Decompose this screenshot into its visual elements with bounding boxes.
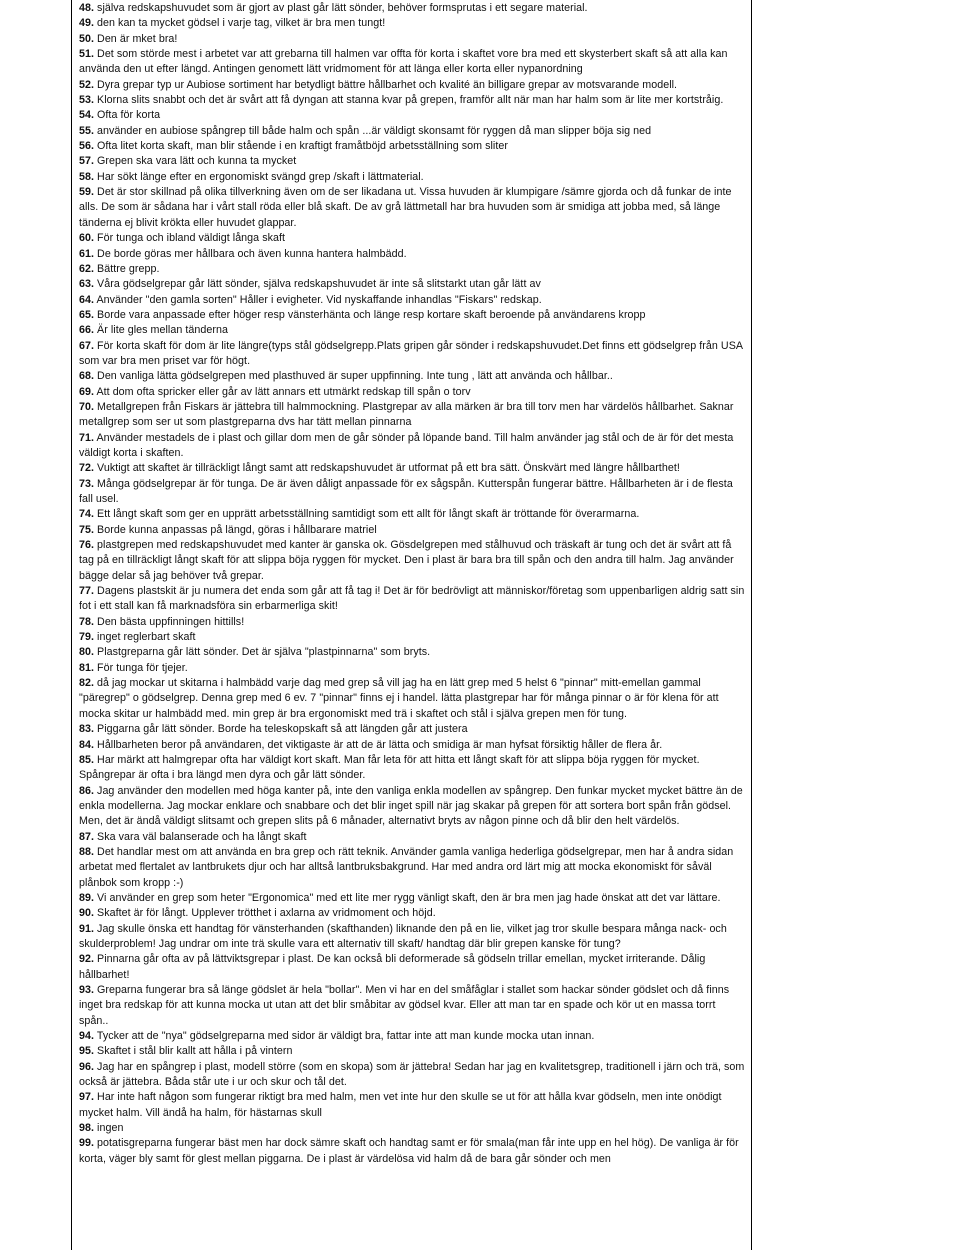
answer-number: 71.: [79, 431, 95, 444]
answer-number: 48.: [79, 2, 95, 14]
answer-text: Pinnarna går ofta av på lättviktsgrepar i plast. De kan också bli deformerade så gödseln trillar emellan, mycket irriterande. Dålig hållbarhet!: [79, 953, 706, 981]
answer-text: Tycker att de "nya" gödselgreparna med sidor är väldigt bra, fattar inte att man kunde mocka utan innan.: [96, 1030, 595, 1043]
answer-number: 89.: [79, 891, 95, 904]
answer-number: 61.: [79, 247, 95, 260]
answer-item: [79, 661, 747, 676]
answer-item: [79, 891, 747, 906]
answer-item: [79, 369, 747, 384]
answer-number: 81.: [79, 661, 95, 674]
answer-text: den kan ta mycket gödsel i varje tag, vilket är bra men tungt!: [97, 17, 386, 30]
answer-text: potatisgreparna fungerar bäst men har dock sämre skaft och handtag samt er för smala(man får inte upp en hel hög). De vanliga är för korta, väger bly samt för glest mellan piggarna. De i plast är värdelösa vid halm då de bara går sönder och men: [79, 1137, 739, 1165]
answer-text: För korta skaft för dom är lite längre(typs stål gödselgrepp.Plats gripen går sönder i redskapshuvudet.Det finns ett gödselgrep från USA som var bra men priset var för högt.: [79, 339, 743, 367]
answer-text: Borde kunna anpassas på längd, göras i hållbarare matriel: [97, 523, 377, 536]
answer-number: 80.: [79, 646, 95, 659]
answer-number: 78.: [79, 615, 95, 628]
answer-number: 69.: [79, 385, 95, 398]
answer-text: Skaftet är för långt. Upplever trötthet i axlarna av vridmoment och höjd.: [97, 907, 436, 920]
answer-item: [79, 784, 747, 830]
answer-text: De borde göras mer hållbara och även kunna hantera halmbädd.: [97, 247, 407, 260]
answer-text: Ofta litet korta skaft, man blir stående i en kraftigt framåtböjd arbetsställning som sliter: [97, 140, 508, 153]
answer-text: Ska vara väl balanserade och ha långt skaft: [97, 830, 307, 843]
answer-item: [79, 461, 747, 476]
answer-text: Den vanliga lätta gödselgrepen med plasthuved är super uppfinning. Inte tung , lätt att använda och hållbar..: [97, 370, 613, 383]
answer-number: 57.: [79, 155, 95, 168]
answer-text: Borde vara anpassade efter höger resp vänsterhänta och länge resp kortare skaft beroende på användarens kropp: [97, 308, 646, 321]
answer-text: själva redskapshuvudet som är gjort av plast går lätt sönder, behöver formsprutas i ett segare material.: [97, 2, 588, 14]
right-margin-rule: [751, 0, 752, 1250]
answer-item: [79, 1029, 747, 1044]
answer-item: [79, 922, 747, 953]
answer-number: 88.: [79, 845, 95, 858]
answer-list: [79, 1, 747, 1167]
answer-number: 59.: [79, 186, 95, 199]
answer-number: 63.: [79, 278, 95, 291]
answer-number: 56.: [79, 140, 95, 153]
answer-item: [79, 385, 747, 400]
answer-number: 49.: [79, 17, 95, 30]
answer-item: [79, 952, 747, 983]
answer-item: [79, 538, 747, 584]
answer-number: 85.: [79, 753, 95, 766]
answer-item: [79, 170, 747, 185]
answer-number: 64.: [79, 293, 95, 306]
answer-number: 51.: [79, 48, 95, 61]
answer-text: Grepen ska vara lätt och kunna ta mycket: [97, 155, 297, 168]
answer-item: [79, 477, 747, 508]
answer-item: [79, 615, 747, 630]
answer-text: Jag använder den modellen med höga kanter på, inte den vanliga enkla modellen av spångrep. Den funkar mycket mycket bättre än de enkla modellerna. Jag mockar enklare och snabbare och det blir inget spill när jag skakar på grepen för att sortera bort spån från gödsel. Men, det är ändå väldigt slitsamt och grepen slits på 6 månader, alternativt bryts av någon pinne och då blir den helt värdelös.: [79, 784, 743, 828]
answer-item: [79, 277, 747, 292]
answer-text: Skaftet i stål blir kallt att hålla i på vintern: [97, 1045, 293, 1058]
answer-text: Det handlar mest om att använda en bra grep och rätt teknik. Använder gamla vanliga hederliga gödselgrepar, men har å andra sidan arbetat med flertalet av lantbrukets djur och har alltså lantbruksbakgrund. Har med andra ord lärt mig att mocka ekonomiskt för såväl plånbok som kropp :-): [79, 845, 734, 889]
answer-item: [79, 630, 747, 645]
answer-number: 94.: [79, 1030, 95, 1043]
answer-text: Bättre grepp.: [97, 262, 160, 275]
answer-item: [79, 308, 747, 323]
answer-number: 70.: [79, 400, 95, 413]
answer-number: 91.: [79, 922, 95, 935]
answer-item: [79, 738, 747, 753]
answer-number: 98.: [79, 1122, 95, 1135]
answer-text: Hållbarheten beror på användaren, det viktigaste är att de är lätta och smidiga är man hyfsat försiktig håller de flera år.: [97, 738, 663, 751]
answer-item: [79, 722, 747, 737]
answer-number: 62.: [79, 262, 95, 275]
answer-text: Ett långt skaft som ger en upprätt arbetsställning samtidigt som ett allt för långt skaft är tröttande för överarmarna.: [97, 508, 640, 521]
answer-text: För tunga för tjejer.: [97, 661, 188, 674]
answer-text: För tunga och ibland väldigt långa skaft: [97, 232, 286, 245]
answer-text: plastgrepen med redskapshuvudet med kanter är ganska ok. Gösdelgrepen med stålhuvud och träskaft är tung och det är svårt att få tag på en tillräckligt långt skaft för att slippa böja ryggen för mycket. Den i plast är bara bra till spån och den andra till halm. Jag använder bägge delar så jag behöver två grepar.: [79, 539, 734, 582]
answer-number: 66.: [79, 324, 95, 337]
answer-text: använder en aubiose spångrep till både halm och spån ...är väldigt skonsamt för ryggen då man slipper böja sig ned: [97, 124, 652, 137]
answer-item: [79, 339, 747, 370]
answer-text: Ofta för korta: [97, 109, 161, 122]
answer-item: [79, 78, 747, 93]
answer-number: 96.: [79, 1060, 95, 1073]
answer-item: [79, 323, 747, 338]
answer-text: Klorna slits snabbt och det är svårt att få dyngan att stanna kvar på grepen, framför allt när man har halm som är lite mer kortstråig.: [97, 94, 724, 107]
answer-item: [79, 1121, 747, 1136]
answer-number: 75.: [79, 523, 95, 536]
answer-item: [79, 645, 747, 660]
answer-item: [79, 16, 747, 31]
answer-text: Vuktigt att skaftet är tillräckligt långt samt att redskapshuvudet är utformat på ett bra sätt. Önskvärt med längre hållbarthet!: [97, 462, 680, 475]
answer-number: 86.: [79, 784, 95, 797]
answer-number: 65.: [79, 308, 95, 321]
answer-item: [79, 845, 747, 891]
answer-text: Många gödselgrepar är för tunga. De är även dåligt anpassade för ex sågspån. Kutterspån fungerar bättre. Hållbarheten är i de flesta fall usel.: [79, 477, 733, 505]
answer-text: Har märkt att halmgrepar ofta har väldigt kort skaft. Man får leta för att hitta ett långt skaft för att slippa böja ryggen för mycket. Spångrepar är ofta i bra längd men dyra och går lätt sönder.: [79, 753, 700, 782]
answer-item: [79, 32, 747, 47]
answer-item: [79, 231, 747, 246]
answer-number: 82.: [79, 677, 95, 690]
answer-item: [79, 124, 747, 139]
answer-text: då jag mockar ut skitarna i halmbädd varje dag med grep så vill jag ha en lätt grep med 5 helst 6 "pinnar" mitt-emellan gammal "päregrep" o gödselgrep. Denna grep med 6 ev. 7 "pinnar" finns ej i handel. lätta plastgrepar har för många pinnar o är för klena för att mocka skitar ur halmbädd med. min grep är bra ergonomiskt med trä i skaftet och stål i själva grepen men för tung.: [79, 677, 719, 720]
answer-item: [79, 1136, 747, 1167]
answer-item: [79, 185, 747, 231]
answer-number: 58.: [79, 170, 95, 183]
answer-number: 87.: [79, 830, 95, 843]
answer-item: [79, 1044, 747, 1059]
answer-item: [79, 154, 747, 169]
answer-text: Dyra grepar typ ur Aubiose sortiment har betydligt bättre hållbarhet och kvalité än billigare grepar av motsvarande modell.: [97, 78, 678, 91]
answer-text: Metallgrepen från Fiskars är jättebra till halmmockning. Plastgrepar av alla märken är bra till torv men har värdelös hållbarhet. Saknar metallgrep som ser ut som plastgreparna dvs har tätt mellan pinnarna: [79, 400, 734, 429]
answer-text: Är lite gles mellan tänderna: [97, 324, 228, 337]
answer-item: [79, 753, 747, 784]
answer-text: Att dom ofta spricker eller går av lätt annars ett utmärkt redskap till spån o torv: [96, 385, 471, 398]
answer-text: Det är stor skillnad på olika tillverkning även om de ser likadana ut. Vissa huvuden är klumpigare /sämre gjorda och då funkar de inte alls. De som är sådana har i vårt stall röda eller blå skaft. De av grå lättmetall har bra huvuden som är smidiga att jobba med, så länge tänderna ej blivit krökta eller huvudet glappar.: [79, 186, 732, 229]
answer-item: [79, 830, 747, 845]
answer-text: ingen: [97, 1122, 124, 1135]
left-margin-rule: [71, 0, 72, 1250]
answer-item: [79, 1, 747, 16]
answer-item: [79, 47, 747, 78]
answer-number: 93.: [79, 984, 95, 996]
answer-text: Jag har en spångrep i plast, modell större (som en skopa) som är jättebra! Sedan har jag en kvalitetsgrep, traditionell i järn och trä, som också är jättebra. Båda står ute i ur och skur och tål det.: [79, 1060, 745, 1089]
answer-item: [79, 983, 747, 1029]
answer-number: 77.: [79, 585, 95, 598]
answer-text: Har inte haft någon som fungerar riktigt bra med halm, men vet inte hur den skulle se ut för att hålla kvar gödseln, men inte onödigt mycket halm. Vill ändå ha halm, för hästarnas skull: [79, 1091, 722, 1119]
answer-text: Har sökt länge efter en ergonomiskt svängd grep /skaft i lättmaterial.: [97, 170, 424, 183]
answer-item: [79, 584, 747, 615]
answer-item: [79, 139, 747, 154]
answer-text: Greparna fungerar bra så länge gödslet är hela "bollar". Men vi har en del småfåglar i stallet som hackar sönder gödslet och då finns inget bra redskap för att kunna mocka ut utan att det blir småbitar av gödsel kvar. Eller att man tar en spade och kör ut en massa torrt spån..: [79, 984, 730, 1027]
answer-number: 79.: [79, 631, 95, 644]
answer-number: 92.: [79, 953, 95, 966]
answer-number: 54.: [79, 109, 95, 122]
answer-number: 52.: [79, 78, 95, 91]
answer-text: inget reglerbart skaft: [97, 631, 196, 644]
answer-number: 74.: [79, 508, 95, 521]
answer-item: [79, 93, 747, 108]
answer-text: Piggarna går lätt sönder. Borde ha teleskopskaft så att längden går att justera: [97, 723, 468, 736]
answer-number: 90.: [79, 907, 95, 920]
answer-number: 73.: [79, 477, 95, 490]
answer-item: [79, 262, 747, 277]
answer-text: Den bästa uppfinningen hittills!: [97, 615, 245, 628]
answer-text: Plastgreparna går lätt sönder. Det är själva "plastpinnarna" som bryts.: [97, 646, 431, 659]
answer-text: Den är mket bra!: [97, 32, 178, 45]
answer-text: Jag skulle önska ett handtag för vänsterhanden (skafthanden) liknande den på en lie, vilket jag tror skulle bespara många nack- och skulderproblem! Jag undrar om inte trä skulle vara ett alternativ till skaft/ handtag där blir grepen kanske för tung?: [79, 922, 727, 950]
answer-text: Dagens plastskit är ju numera det enda som går att få tag i! Det är för bedrövligt att människor/företag som uppenbarligen aldrig satt sin fot i ett stall kan få marknadsföra sin erbarmerliga skit!: [79, 585, 745, 613]
answer-text: Våra gödselgrepar går lätt sönder, själva redskapshuvudet är inte så slitstarkt utan går lätt av: [97, 278, 541, 291]
answer-text: Använder mestadels de i plast och gillar dom men de går sönder på löpande band. Till halm använder jag stål och de är för det mesta väldigt korta i skaften.: [79, 431, 734, 459]
answer-item: [79, 400, 747, 431]
answer-item: [79, 293, 747, 308]
answer-item: [79, 1090, 747, 1121]
answer-number: 99.: [79, 1137, 95, 1150]
answer-item: [79, 247, 747, 262]
answer-number: 53.: [79, 94, 95, 107]
answer-item: [79, 507, 747, 522]
answer-number: 68.: [79, 370, 95, 383]
answer-number: 97.: [79, 1091, 95, 1104]
answer-number: 55.: [79, 124, 95, 137]
answer-item: [79, 1060, 747, 1091]
answer-item: [79, 523, 747, 538]
answer-number: 50.: [79, 32, 95, 45]
answer-text: Vi använder en grep som heter "Ergonomica" med ett lite mer rygg vänligt skaft, den är bra men jag hade önskat att det var lättare.: [97, 891, 721, 904]
answer-number: 83.: [79, 723, 95, 736]
answer-number: 60.: [79, 232, 95, 245]
answer-number: 67.: [79, 339, 95, 352]
answer-text: Använder "den gamla sorten" Håller i evigheter. Vid nyskaffande inhandlas "Fiskars" redskap.: [96, 293, 542, 306]
answer-number: 72.: [79, 462, 95, 475]
answer-item: [79, 906, 747, 921]
answer-item: [79, 108, 747, 123]
answer-number: 84.: [79, 738, 95, 751]
answer-number: 76.: [79, 539, 95, 552]
answer-item: [79, 676, 747, 722]
answer-number: 95.: [79, 1045, 95, 1058]
answer-text: Det som störde mest i arbetet var att grebarna till halmen var offta för korta i skaftet vore bra med ett skysterbert skaft så att alla kan använda den ut efter längd. Antingen genomett lätt vridmoment för att länga eller korta eller nypanordning: [79, 48, 728, 76]
answer-item: [79, 431, 747, 462]
